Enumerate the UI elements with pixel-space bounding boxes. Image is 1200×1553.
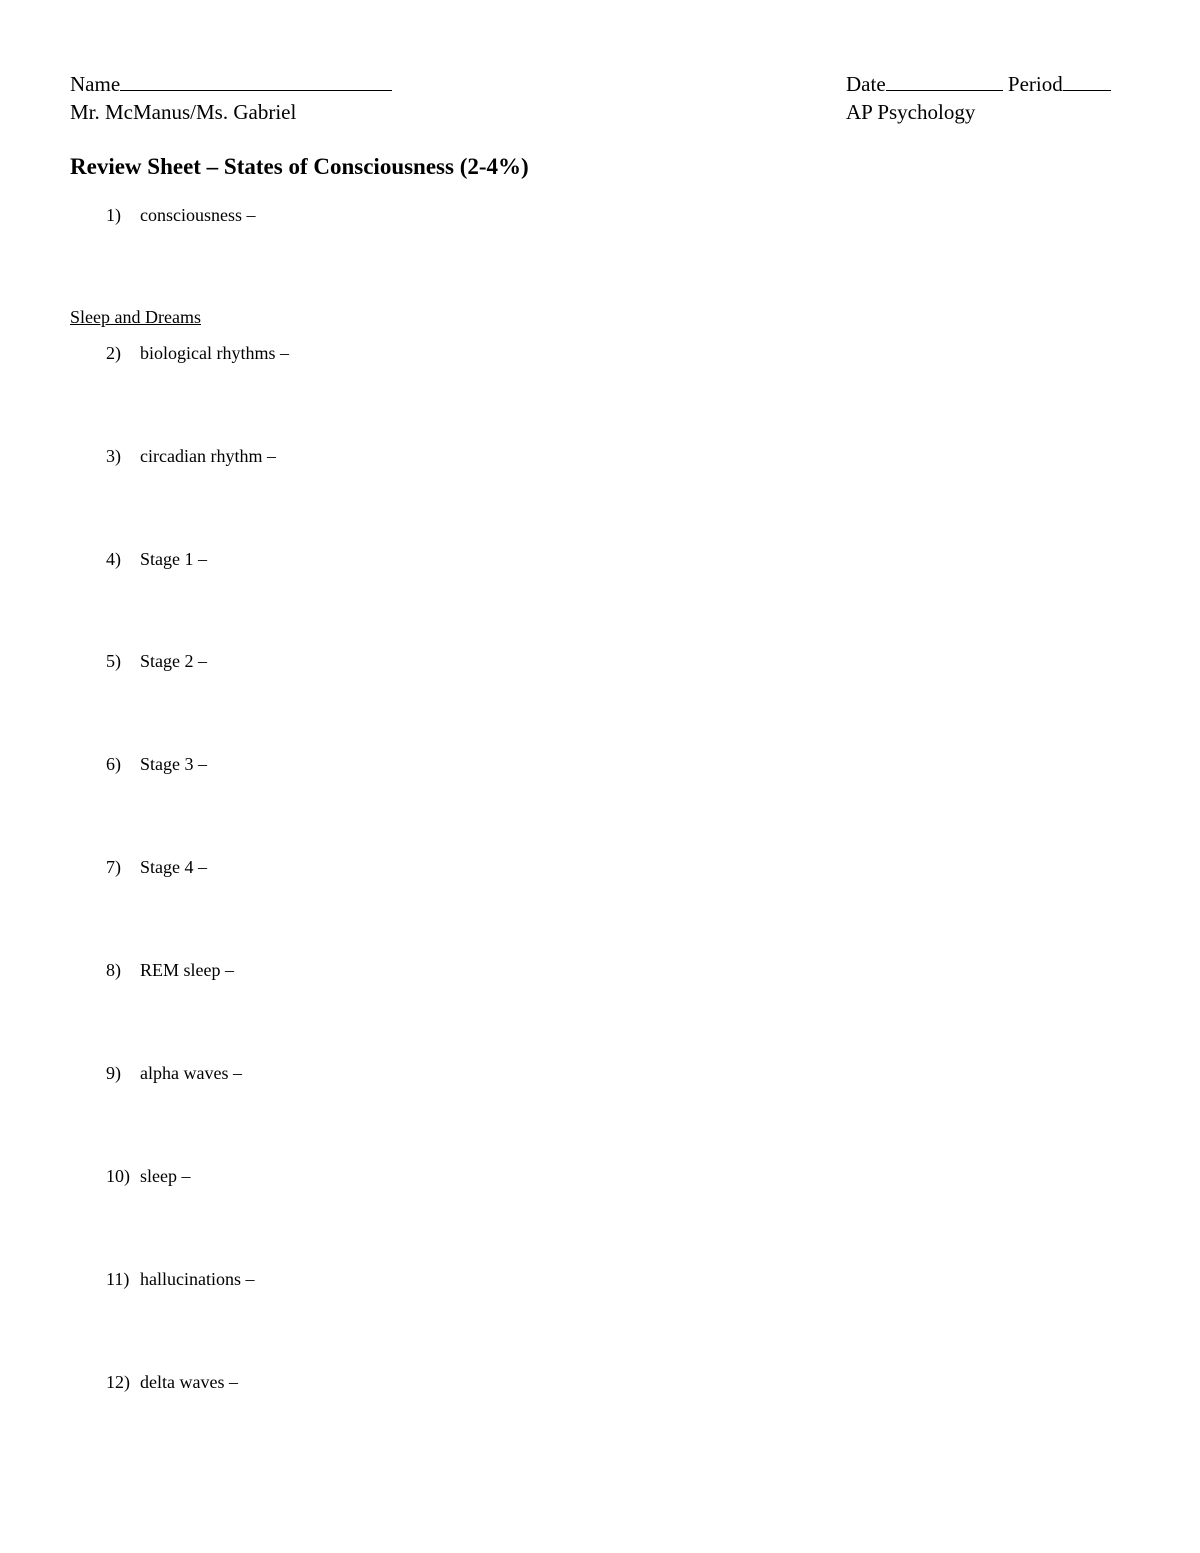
- item-term: Stage 2 –: [140, 651, 207, 671]
- name-blank: [120, 72, 392, 91]
- list-item: [106, 549, 207, 570]
- item-term: consciousness –: [140, 205, 256, 225]
- item-number: 5): [106, 651, 121, 671]
- date-blank: [886, 72, 1003, 91]
- date-label: Date: [846, 72, 886, 96]
- list-item: [106, 1166, 190, 1187]
- item-term: sleep –: [140, 1166, 191, 1186]
- list-item: [106, 651, 207, 672]
- item-number: 1): [106, 205, 121, 225]
- item-term: Stage 1 –: [140, 549, 207, 569]
- item-term: biological rhythms –: [140, 343, 289, 363]
- list-item: [106, 1372, 238, 1393]
- date-period-line: [846, 71, 1111, 97]
- teacher-line: [70, 99, 296, 125]
- list-item: [106, 857, 207, 878]
- list-item: [106, 960, 234, 981]
- list-item: [106, 205, 256, 226]
- page-title: Review Sheet – States of Consciousness (2-4%): [70, 154, 529, 179]
- item-term: Stage 3 –: [140, 754, 207, 774]
- item-term: alpha waves –: [140, 1063, 242, 1083]
- item-term: Stage 4 –: [140, 857, 207, 877]
- list-item: [106, 1269, 254, 1290]
- list-item: [106, 1063, 242, 1084]
- teacher-name: Mr. McManus/Ms. Gabriel: [70, 100, 297, 124]
- item-number: 2): [106, 343, 121, 363]
- course-name: AP Psychology: [846, 100, 976, 124]
- list-item: [106, 754, 207, 775]
- course-line: [846, 99, 975, 125]
- item-number: 11): [106, 1269, 130, 1289]
- item-number: 6): [106, 754, 121, 774]
- item-number: 8): [106, 960, 121, 980]
- item-term: delta waves –: [140, 1372, 238, 1392]
- section-heading: Sleep and Dreams: [70, 307, 201, 327]
- item-term: REM sleep –: [140, 960, 234, 980]
- period-blank: [1063, 72, 1111, 91]
- period-label: Period: [1007, 72, 1063, 96]
- item-number: 4): [106, 549, 121, 569]
- name-line: [70, 71, 392, 97]
- item-number: 7): [106, 857, 121, 877]
- item-number: 9): [106, 1063, 121, 1083]
- item-term: hallucinations –: [140, 1269, 255, 1289]
- item-number: 12): [106, 1372, 130, 1392]
- item-term: circadian rhythm –: [140, 446, 276, 466]
- item-number: 3): [106, 446, 121, 466]
- name-label: Name: [70, 72, 121, 96]
- item-number: 10): [106, 1166, 130, 1186]
- list-item: [106, 343, 289, 364]
- list-item: [106, 446, 276, 467]
